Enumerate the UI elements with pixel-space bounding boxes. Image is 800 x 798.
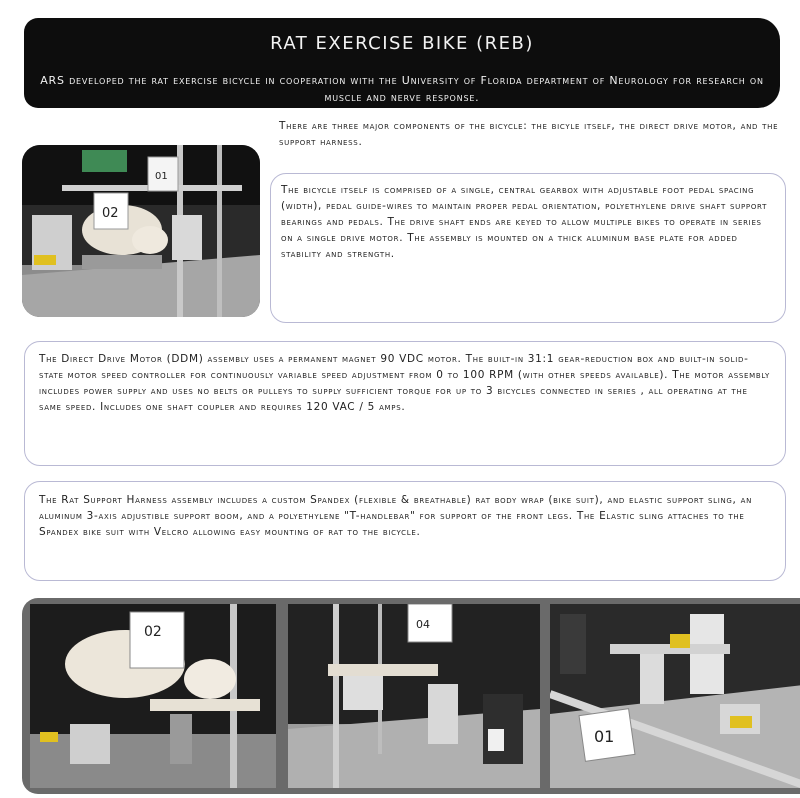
gallery-photo-rat: [30, 604, 276, 788]
bicycle-text: The bicycle itself is comprised of a single, central gearbox with adjustable foot pedal spacing (width), pedal guide-wires to maintain proper pedal orientation, polyethylene drive shaft support bearings and pedals. The drive shaft ends are keyed to allow multiple bikes to operate in series on a single drive motor. The assembly is mounted on a thick aluminum base plate for added stability and strength.: [281, 184, 768, 260]
intro-text: There are three major components of the bicycle: the bicyle itself, the direct drive motor, and the support harness.: [279, 120, 779, 148]
harness-text: The Rat Support Harness assembly includes a custom Spandex (flexible & breathable) rat body wrap (bike suit), and elastic support sling, an aluminum 3-axis adjustible support boom, and a polyethylene "T-handlebar" for support of the front legs. The Elastic sling attaches to the Spandex bike suit with Velcro allowing easy mounting of rat to the bicycle.: [39, 494, 753, 538]
gallery3-tag: 01: [594, 727, 615, 746]
gallery1-tag: 02: [144, 624, 162, 640]
header-banner: [24, 18, 780, 108]
gallery2-tag: 04: [416, 618, 430, 631]
main-tag-front: 02: [102, 206, 119, 221]
page-subtitle: ARS developed the rat exercise bicycle in cooperation with the University of Florida department of Neurology for research on muscle and nerve response.: [40, 74, 764, 104]
gallery-photo-bike-side: [550, 604, 800, 788]
photo-gallery: [22, 598, 800, 794]
main-photo: [22, 145, 260, 317]
motor-text: The Direct Drive Motor (DDM) assembly uses a permanent magnet 90 VDC motor. The built-in 31:1 gear-reduction box and built-in solid-state motor speed controller for continuously variable speed adjustment from 0 to 100 RPM (with other speeds available). The motor assembly includes power supply and uses no belts or pulleys to supply sufficient torque for up to 3 bicycles connected in series , all operating at the same speed. Includes one shaft coupler and requires 120 VAC / 5 amps.: [39, 353, 770, 413]
main-tag-back: 01: [155, 171, 168, 182]
harness-section: [24, 481, 786, 581]
motor-section: [24, 341, 786, 466]
bicycle-section: [270, 173, 786, 323]
page-title: RAT EXERCISE BIKE (REB): [270, 33, 534, 54]
gallery-photo-bike-front: [288, 604, 540, 788]
